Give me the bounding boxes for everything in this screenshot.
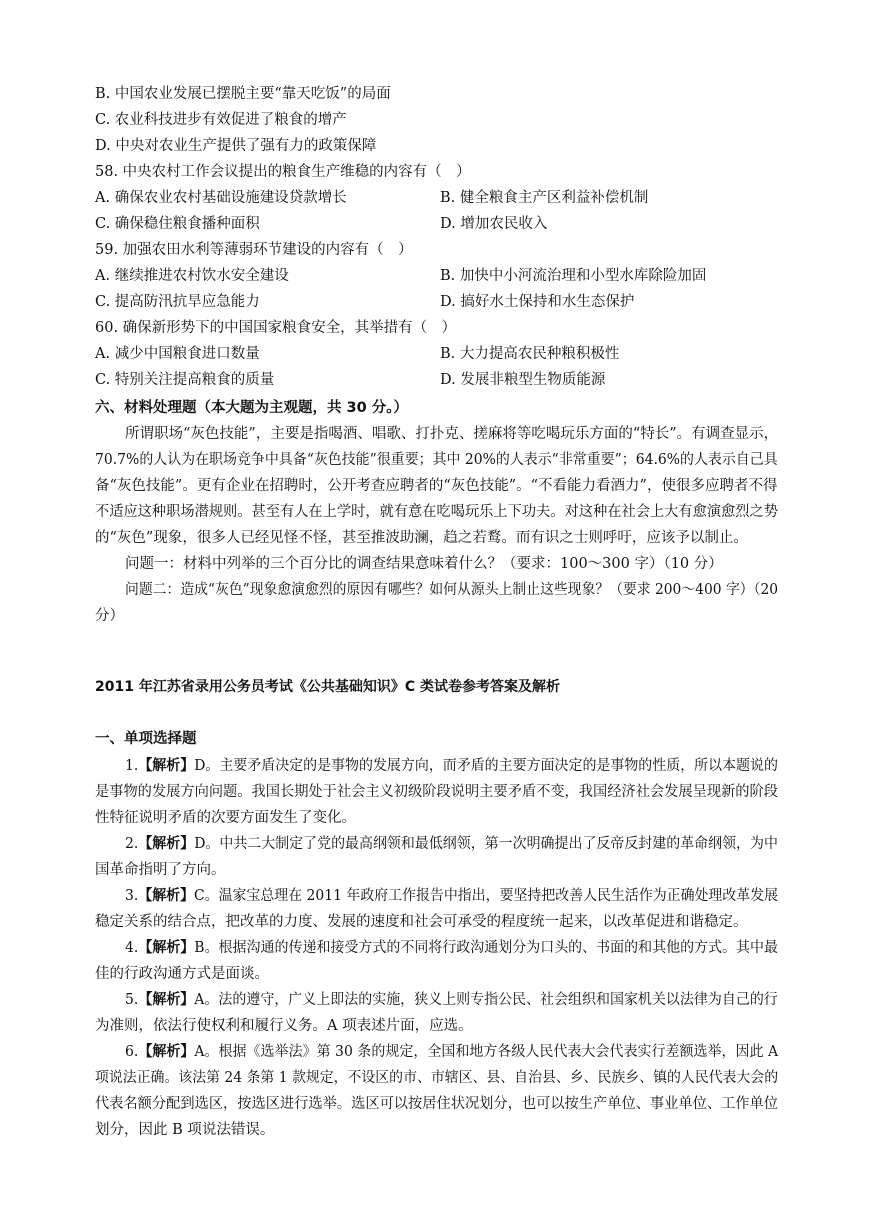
section6-question-1: 问题一：材料中列举的三个百分比的调查结果意味着什么？（要求：100～300 字）（10 分）: [125, 556, 723, 572]
q60-option-b: B. 大力提高农民种粮积极性: [440, 346, 620, 362]
answer-number: 3.: [125, 888, 139, 904]
answer-number: 2.: [125, 836, 139, 852]
q57-option-c: C. 农业科技进步有效促进了粮食的增产: [95, 112, 347, 128]
section6-question-2-cont: 分）: [95, 608, 124, 624]
analysis-label: 【解析】: [138, 888, 194, 904]
analysis-label: 【解析】: [138, 992, 195, 1008]
q60-options-row2: [95, 370, 606, 390]
answer-1-cont: 性特征说明矛盾的次要方面发生了变化。: [95, 810, 356, 826]
answer-6-cont: 划分，因此 B 项说法错误。: [95, 1122, 275, 1138]
answer-number: 6.: [125, 1044, 139, 1060]
q60-options-row1: [95, 344, 620, 364]
analysis-label: 【解析】: [138, 758, 195, 774]
answer-text: D。中共二大制定了党的最高纲领和最低纲领，第一次明确提出了反帝反封建的革命纲领，为中: [194, 836, 778, 852]
q59-option-a: A. 继续推进农村饮水安全建设: [95, 268, 289, 284]
q59-option-d: D. 搞好水土保持和水生态保护: [440, 294, 635, 310]
section6-question-2: 问题二：造成“灰色”现象愈演愈烈的原因有哪些？如何从源头上制止这些现象？（要求 200～400 字）（20: [125, 582, 779, 598]
q58-stem: 58. 中央农村工作会议提出的粮食生产维稳的内容有（ ）: [95, 164, 471, 180]
answer-3-cont: 稳定关系的结合点，把改革的力度、发展的速度和社会可承受的程度统一起来，以改革促进和谐稳定。: [95, 914, 748, 930]
q58-options-row2: [95, 214, 548, 234]
answer-text: C。温家宝总理在 2011 年政府工作报告中指出，要坚持把改善人民生活作为正确处理改革发展: [193, 888, 779, 904]
answer-6-cont: 项说法正确。该法第 24 条第 1 款规定，不设区的市、市辖区、县、自治县、乡、民族乡、镇的人民代表大会的: [95, 1070, 779, 1086]
answer-2-cont: 国革命指明了方向。: [95, 862, 226, 878]
analysis-label: 【解析】: [138, 1044, 195, 1060]
section6-heading: 六、材料处理题（本大题为主观题，共 30 分。）: [95, 400, 409, 416]
answer-4-cont: 佳的行政沟通方式是面谈。: [95, 966, 269, 982]
q59-options-row2: [95, 292, 635, 312]
answer-5-cont: 为准则，依法行使权利和履行义务。A 项表述片面，应选。: [95, 1018, 473, 1034]
answer-number: 1.: [125, 758, 139, 774]
q58-option-a: A. 确保农业农村基础设施建设贷款增长: [95, 190, 347, 206]
answer-5-line: [125, 990, 778, 1010]
answer-text: A。根据《选举法》第 30 条的规定，全国和地方各级人民代表大会代表实行差额选举，因此 A: [194, 1044, 779, 1060]
q58-option-d: D. 增加农民收入: [440, 216, 548, 232]
answers-section-1-heading: 一、单项选择题: [95, 731, 197, 747]
answer-text: B。根据沟通的传递和接受方式的不同将行政沟通划分为口头的、书面的和其他的方式。其中最: [194, 940, 778, 956]
answer-3-line: [125, 886, 778, 906]
q59-option-c: C. 提高防汛抗旱应急能力: [95, 294, 260, 310]
analysis-label: 【解析】: [138, 836, 195, 852]
answer-1-cont: 是事物的发展方向问题。我国长期处于社会主义初级阶段说明主要矛盾不变，我国经济社会发展呈现新的阶段: [95, 784, 778, 800]
q59-option-b: B. 加快中小河流治理和小型水库除险加固: [440, 268, 707, 284]
q59-stem: 59. 加强农田水利等薄弱环节建设的内容有（ ）: [95, 242, 413, 258]
answer-1-line: [125, 756, 778, 776]
answers-title: 2011 年江苏省录用公务员考试《公共基础知识》C 类试卷参考答案及解析: [95, 679, 560, 695]
q58-option-b: B. 健全粮食主产区利益补偿机制: [440, 190, 649, 206]
q57-option-d: D. 中央对农业生产提供了强有力的政策保障: [95, 138, 377, 154]
q60-option-c: C. 特别关注提高粮食的质量: [95, 372, 275, 388]
q60-option-a: A. 减少中国粮食进口数量: [95, 346, 260, 362]
answer-number: 5.: [125, 992, 139, 1008]
answer-4-line: [125, 938, 778, 958]
q59-options-row1: [95, 266, 707, 286]
section6-para-line: 70.7%的人认为在职场竞争中具备“灰色技能”很重要；其中 20%的人表示“非常重要”；64.6%的人表示自己具: [95, 452, 778, 468]
answer-6-line: [125, 1042, 778, 1062]
section6-para-line: 所谓职场“灰色技能”，主要是指喝酒、唱歌、打扑克、搓麻将等吃喝玩乐方面的“特长”。有调查显示，: [125, 426, 779, 442]
analysis-label: 【解析】: [138, 940, 195, 956]
q58-option-c: C. 确保稳住粮食播种面积: [95, 216, 260, 232]
answer-text: A。法的遵守，广义上即法的实施，狭义上则专指公民、社会组织和国家机关以法律为自己的行: [194, 992, 778, 1008]
section6-para-line: 备“灰色技能”。更有企业在招聘时，公开考查应聘者的“灰色技能”。“不看能力看酒力”，使很多应聘者不得: [95, 478, 778, 494]
section6-para-line: 不适应这种职场潜规则。甚至有人在上学时，就有意在吃喝玩乐上下功夫。对这种在社会上大有愈演愈烈之势: [95, 504, 778, 520]
answer-6-cont: 代表名额分配到选区，按选区进行选举。选区可以按居住状况划分，也可以按生产单位、事业单位、工作单位: [95, 1096, 778, 1112]
q60-option-d: D. 发展非粮型生物质能源: [440, 372, 606, 388]
answer-number: 4.: [125, 940, 139, 956]
q60-stem: 60. 确保新形势下的中国国家粮食安全，其举措有（ ）: [95, 320, 457, 336]
q57-option-b: B. 中国农业发展已摆脱主要“靠天吃饭”的局面: [95, 86, 391, 102]
q58-options-row1: [95, 188, 649, 208]
answer-text: D。主要矛盾决定的是事物的发展方向，而矛盾的主要方面决定的是事物的性质，所以本题说的: [194, 758, 778, 774]
answer-2-line: [125, 834, 778, 854]
section6-para-line: 的“灰色”现象，很多人已经见怪不怪，甚至推波助澜，趋之若鹜。而有识之士则呼吁，应该予以制止。: [95, 530, 748, 546]
